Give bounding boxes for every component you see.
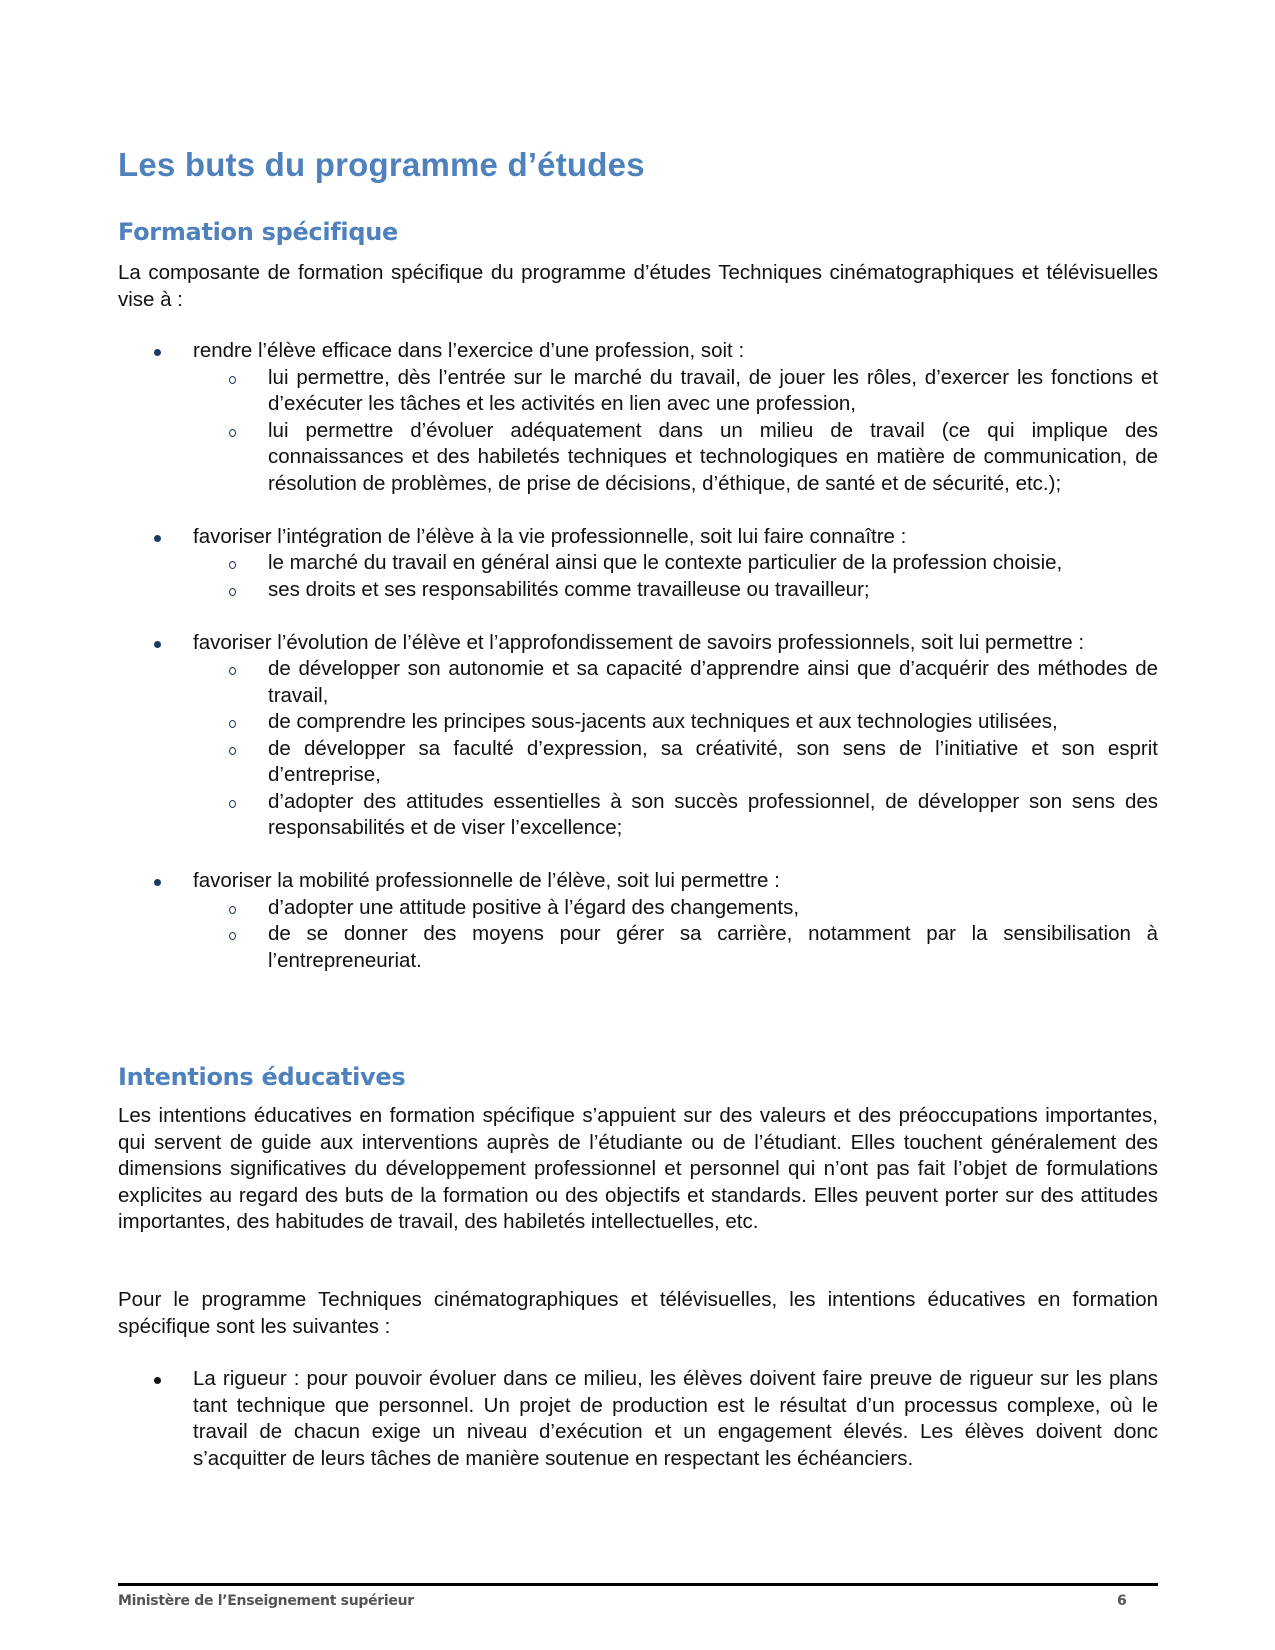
sub-item-text: le marché du travail en général ainsi que le contexte particulier de la profession choisie, [268,551,1063,574]
bullet-icon [154,879,161,886]
circle-bullet-icon [229,720,236,728]
intentions-paragraph-2: Pour le programme Techniques cinématographiques et télévisuelles, les intentions éducatives en formation spécifique sont les suivantes : [118,1288,1158,1338]
sub-item [193,921,1158,974]
sub-item-text: lui permettre d’évoluer adéquatement dans un milieu de travail (ce qui implique des connaissances et des habiletés techniques et technologiques en matière de communication, de résolution de problèmes, de prise de décisions, d’éthique, de santé et de sécurité, etc.); [268,418,1158,495]
intention-item [118,1366,1158,1472]
goal-sublist [193,895,1158,975]
circle-bullet-icon [229,906,236,914]
circle-bullet-icon [229,747,236,755]
sub-item [193,895,1158,922]
sub-item [193,709,1158,736]
goal-item [118,868,1158,974]
bullet-icon [154,349,161,356]
goal-text: favoriser la mobilité professionnelle de l’élève, soit lui permettre : [193,869,780,892]
page-title: Les buts du programme d’études [118,146,645,183]
bullet-icon [154,641,161,648]
goal-text: favoriser l’évolution de l’élève et l’approfondissement de savoirs professionnels, soit lui permettre : [193,630,1085,654]
circle-bullet-icon [229,429,236,437]
spacer [118,842,1158,869]
sub-item-text: d’adopter des attitudes essentielles à son succès professionnel, de développer son sens des responsabilités et de viser l’excellence; [268,789,1158,839]
sub-item-text: lui permettre, dès l’entrée sur le marché du travail, de jouer les rôles, d’exercer les fonctions et d’exécuter les tâches et les activités en lien avec une profession, [268,365,1158,415]
goal-sublist [193,365,1158,498]
footer-divider [118,1583,1158,1586]
goal-item [118,524,1158,604]
section-heading-formation: Formation spécifique [118,218,398,246]
sub-item-text: d’adopter une attitude positive à l’égard des changements, [268,895,800,919]
section-heading-intentions: Intentions éducatives [118,1063,406,1091]
intention-text: La rigueur : pour pouvoir évoluer dans ce milieu, les élèves doivent faire preuve de rigueur sur les plans tant technique que personnel. Un projet de production est le résultat d’un processus complexe, où le travail de chacun exige un niveau d’exécution et un engagement élevés. Les élèves doivent donc s’acquitter de leurs tâches de manière soutenue en respectant les échéanciers. [193,1367,1158,1470]
intentions-paragraph-1: Les intentions éducatives en formation spécifique s’appuient sur des valeurs et des préoccupations importantes, qui servent de guide aux interventions auprès de l’étudiante ou de l’étudiant. Elles touchent généralement des dimensions significatives du développement professionnel et personnel qui n’ont pas fait l’objet de formulations explicites au regard des buts de la formation ou des objectifs et standards. Elles peuvent porter sur des attitudes importantes, des habitudes de travail, des habiletés intellectuelles, etc. [118,1104,1158,1233]
sub-item [193,550,1158,577]
formation-goals-list [118,338,1158,974]
circle-bullet-icon [229,932,236,940]
sub-item [193,418,1158,498]
goal-item [118,630,1158,842]
sub-item [193,365,1158,418]
sub-item [193,789,1158,842]
page-number: 6 [1117,1593,1127,1609]
circle-bullet-icon [229,376,236,384]
circle-bullet-icon [229,667,236,675]
sub-item-text: de comprendre les principes sous-jacents aux techniques et aux technologies utilisées, [268,710,1058,733]
goal-item [118,338,1158,497]
circle-bullet-icon [229,800,236,808]
goal-sublist [193,656,1158,842]
sub-item-text: de se donner des moyens pour gérer sa carrière, notamment par la sensibilisation à l’entrepreneuriat. [268,922,1158,972]
goal-text: rendre l’élève efficace dans l’exercice d’une profession, soit : [193,339,745,362]
goal-text: favoriser l’intégration de l’élève à la vie professionnelle, soit lui faire connaître : [193,524,907,548]
sub-item [193,577,1158,604]
sub-item-text: de développer son autonomie et sa capacité d’apprendre ainsi que d’acquérir des méthodes de travail, [268,657,1158,707]
spacer [118,497,1158,524]
sub-item-text: ses droits et ses responsabilités comme travailleuse ou travailleur; [268,577,870,601]
formation-intro: La composante de formation spécifique du programme d’études Techniques cinématographiques et télévisuelles vise à : [118,261,1158,311]
sub-item [193,736,1158,789]
bullet-icon [154,535,161,542]
intentions-list [118,1366,1158,1472]
footer-ministry: Ministère de l’Enseignement supérieur [118,1593,414,1609]
sub-item-text: de développer sa faculté d’expression, sa créativité, son sens de l’initiative et son esprit d’entreprise, [268,736,1158,786]
spacer [118,603,1158,630]
goal-sublist [193,550,1158,603]
bullet-icon [154,1377,161,1384]
sub-item [193,656,1158,709]
circle-bullet-icon [229,588,236,596]
circle-bullet-icon [229,561,236,569]
